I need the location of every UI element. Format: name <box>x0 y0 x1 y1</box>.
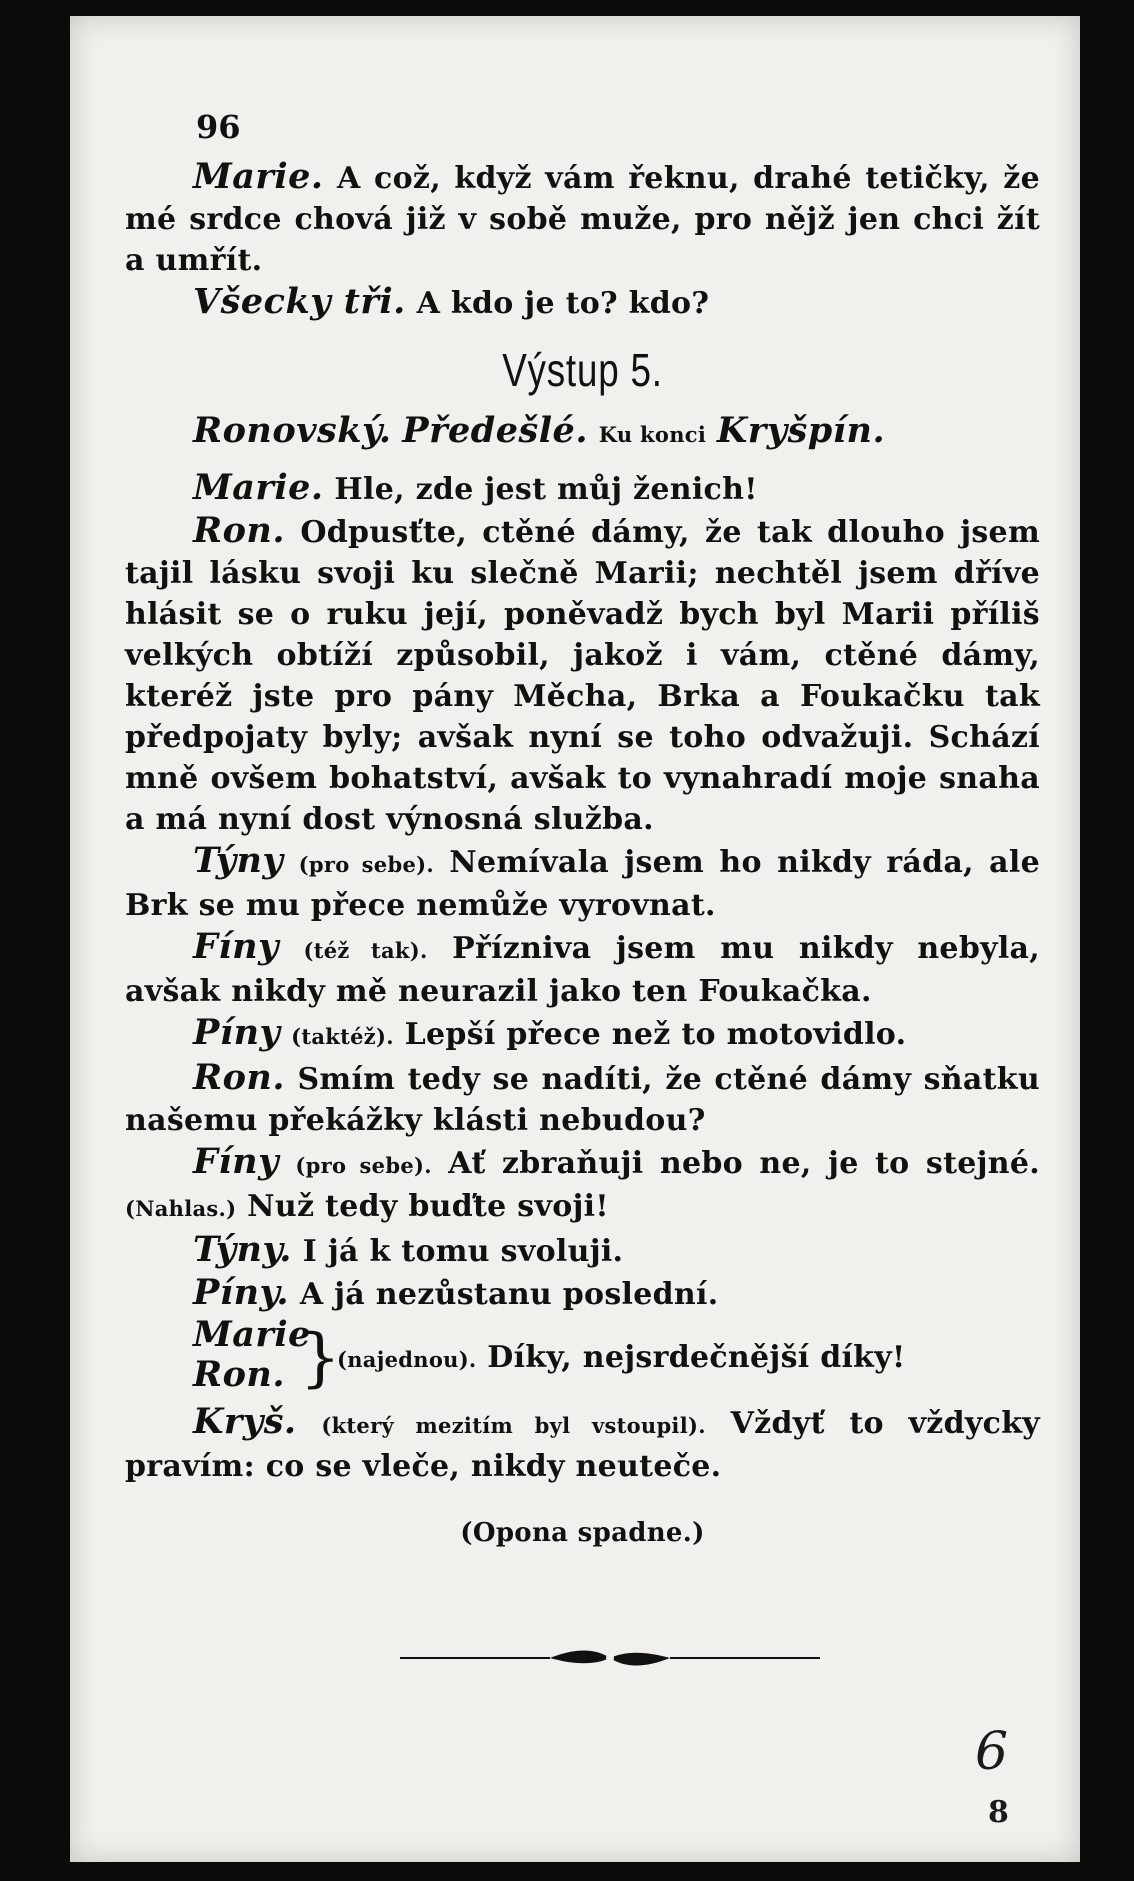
speech-text: Vždyť to vždycky pravím: co se vleče, nikdy neuteče. <box>125 1406 1041 1484</box>
stage-direction: (taktéž). <box>291 1024 394 1049</box>
speaker: Marie. <box>193 156 324 197</box>
scene-heading: Výstup 5. <box>502 344 663 396</box>
speech-marie-ron-together <box>125 1315 1040 1401</box>
speech-tyny-1 <box>125 840 1040 926</box>
speaker: Týny. <box>193 1229 292 1270</box>
speaker-group <box>193 1315 311 1395</box>
speech-text: Smím tedy se nadíti, že ctěné dámy sňatku našemu překážky klásti nebudou? <box>125 1062 1040 1138</box>
speaker: Ron. <box>193 1354 286 1395</box>
speech-ron-2 <box>125 1057 1040 1141</box>
stage-direction: (pro sebe). <box>295 1153 432 1178</box>
speech-finy-1 <box>125 926 1040 1012</box>
speaker: Fíny <box>193 1141 279 1182</box>
speech-text: Ať zbraňuji nebo ne, je to stejné. <box>448 1146 1041 1181</box>
brace-glyph: } <box>300 1321 342 1395</box>
speech-line <box>337 1337 905 1380</box>
speaker: Marie. <box>193 467 324 508</box>
speech-text: Lepší přece než to motovidlo. <box>404 1017 907 1052</box>
speaker: Týny <box>193 840 284 881</box>
speaker: Píny. <box>193 1272 290 1313</box>
cast-line <box>125 410 1040 455</box>
speech-text: A což, když vám řeknu, drahé tetičky, že mé srdce chová již v sobě muže, pro nějž jen chci žít a umřít. <box>125 161 1040 278</box>
speaker: Marie <box>193 1314 311 1355</box>
ornament-rule <box>400 1643 820 1673</box>
speech-text: Odpusťte, ctěné dámy, že tak dlouho jsem tajil lásku svoji ku slečně Marii; nechtěl jsem dříve hlásit se o ruku její, poněvadž bych byl Marii příliš velkých obtíží způsobil, jakož i vám, ctěné dámy, kteréž jste pro pány Měcha, Brka a Foukačku tak předpojaty byly; avšak nyní se toho odvažuji. Schází mně ovšem bohatství, avšak to vynahradí moje snaha a má nyní dost výnosná služba. <box>125 515 1040 837</box>
stage-direction: (též tak). <box>303 938 428 963</box>
stage-direction: (pro sebe). <box>298 852 434 877</box>
handwritten-number: 6 <box>975 1722 1009 1782</box>
speech-all-three <box>125 281 1040 324</box>
speech-text: Díky, nejsrdečnější díky! <box>487 1340 906 1375</box>
speech-tyny-2 <box>125 1229 1040 1272</box>
speech-marie-1 <box>125 156 1040 281</box>
speech-text: Přízniva jsem mu nikdy nebyla, avšak nikdy mě neurazil jako ten Foukačka. <box>125 931 1041 1009</box>
speech-piny-2 <box>125 1272 1040 1315</box>
cast-name: Ronovský. <box>193 410 392 451</box>
speaker: Ron. <box>193 510 286 551</box>
speaker: Ron. <box>193 1057 286 1098</box>
speech-text: A kdo je to? kdo? <box>416 286 710 321</box>
speech-text: A já nezůstanu poslední. <box>299 1277 719 1312</box>
curtain-direction: (Opona spadne.) <box>460 1518 705 1548</box>
speech-krys <box>125 1401 1040 1487</box>
stage-direction: (Nahlas.) <box>125 1196 237 1221</box>
cast-name: Kryšpín. <box>716 410 886 451</box>
speaker: Píny <box>193 1012 281 1053</box>
cast-name: Předešlé. <box>402 410 589 451</box>
signature-mark: 8 <box>988 1795 1009 1830</box>
speech-finy-2 <box>125 1141 1040 1229</box>
speech-ron-1 <box>125 510 1040 840</box>
speech-text: I já k tomu svoluji. <box>302 1234 624 1269</box>
speech-text: Hle, zde jest můj ženich! <box>334 472 758 507</box>
speech-piny-1 <box>125 1012 1040 1057</box>
stage-direction: Ku konci <box>598 422 707 447</box>
speaker: Kryš. <box>193 1401 297 1442</box>
speaker: Všecky tři. <box>193 281 406 322</box>
page-text <box>125 110 1040 1554</box>
stage-direction: (který mezitím byl vstoupil). <box>321 1413 706 1438</box>
page-number: 96 <box>196 108 241 146</box>
speech-text: Nuž tedy buďte svoji! <box>247 1189 609 1224</box>
speech-marie-2 <box>125 467 1040 510</box>
speech-text: Nemívala jsem ho nikdy ráda, ale Brk se mu přece nemůže vyrovnat. <box>125 845 1040 923</box>
stage-direction: (najednou). <box>337 1347 477 1372</box>
speaker: Fíny <box>193 926 279 967</box>
